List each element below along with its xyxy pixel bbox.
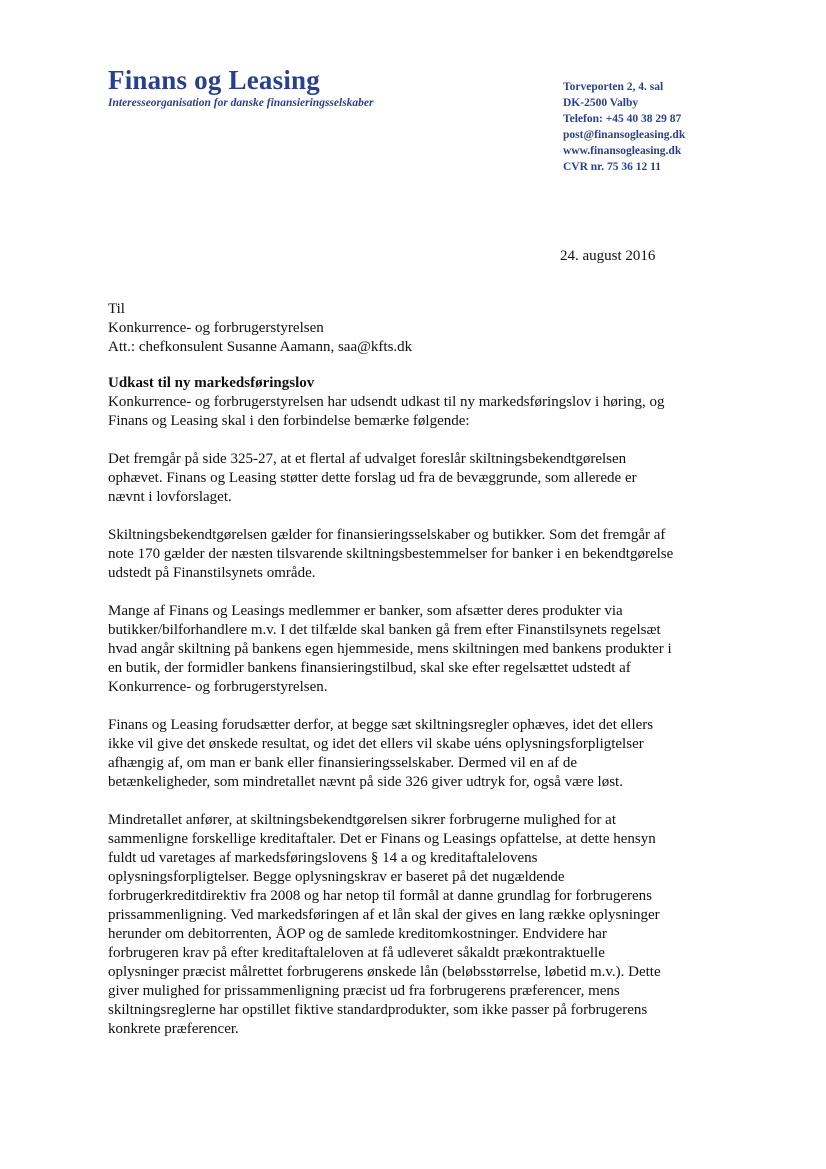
paragraph-line: butikker/bilforhandlere m.v. I det tilfælde skal banken gå frem efter Finanstilsynets regelsæt (108, 622, 661, 638)
body-paragraph (108, 811, 708, 1039)
paragraph-line: Konkurrence- og forbrugerstyrelsen har udsendt udkast til ny markedsføringslov i høring, og (108, 394, 665, 410)
letter-subject: Udkast til ny markedsføringslov (108, 375, 315, 391)
paragraph-line: skiltningsreglerne har opstillet fiktive standardprodukter, som ikke passer på forbrugerens (108, 1002, 648, 1018)
paragraph-line: note 170 gælder der næsten tilsvarende skiltningsbestemmelser for banker i en bekendtgørelse (108, 546, 674, 562)
paragraph-line: afhængig af, om man er bank eller finansieringsselskaber. Dermed vil en af de (108, 755, 578, 771)
paragraph-line: sammenligne forskellige kreditaftaler. Det er Finans og Leasings opfattelse, at dette hensyn (108, 831, 656, 847)
paragraph-line: Skiltningsbekendtgørelsen gælder for finansieringsselskaber og butikker. Som det fremgår af (108, 527, 666, 543)
paragraph-line: en butik, der formidler bankens finansieringstilbud, skal ske efter regelsættet udstedt af (108, 660, 631, 676)
address-line: post@finansogleasing.dk (563, 129, 686, 141)
letter-body (108, 374, 708, 1058)
paragraph-line: ophævet. Finans og Leasing støtter dette forslag ud fra de bevæggrunde, som allerede er (108, 470, 637, 486)
paragraph-line: forbrugerkreditdirektiv fra 2008 og har netop til formål at danne grundlag for forbrugerens (108, 888, 652, 904)
paragraph-line: herunder om debitorrenten, ÅOP og de samlede kreditomkostninger. Endvidere har (108, 926, 607, 942)
body-paragraph (108, 602, 708, 697)
paragraph-line: Finans og Leasing forudsætter derfor, at begge sæt skiltningsregler ophæves, idet det ellers (108, 717, 654, 733)
address-line: www.finansogleasing.dk (563, 145, 682, 157)
paragraph-line: giver mulighed for prissammenligning præcist ud fra forbrugerens præferencer, mens (108, 983, 620, 999)
organization-tagline: Interesseorganisation for danske finansieringsselskaber (108, 97, 374, 109)
paragraph-line: oplysninger præcist målrettet forbrugerens ønskede lån (beløbsstørrelse, løbetid m.v.). Dette (108, 964, 661, 980)
paragraph-line: Konkurrence- og forbrugerstyrelsen. (108, 679, 328, 695)
address-line: Torveporten 2, 4. sal (563, 81, 664, 93)
paragraph-line: Mindretallet anfører, at skiltningsbekendtgørelsen sikrer forbrugerne mulighed for at (108, 812, 616, 828)
paragraph-line: nævnt i lovforslaget. (108, 489, 232, 505)
letter-date: 24. august 2016 (560, 248, 656, 264)
paragraph-line: udstedt på Finanstilsynets område. (108, 565, 316, 581)
paragraph-line: betænkeligheder, som mindretallet nævnt på side 326 giver udtryk for, også være løst. (108, 774, 623, 790)
body-paragraph (108, 716, 708, 792)
paragraph-line: oplysningsforpligtelser. Begge oplysningskrav er baseret på det nugældende (108, 869, 565, 885)
paragraph-line: konkrete præferencer. (108, 1021, 239, 1037)
body-paragraph (108, 393, 708, 431)
paragraph-container (108, 393, 708, 1039)
paragraph-line: fuldt ud varetages af markedsføringslovens § 14 a og kreditaftalelovens (108, 850, 538, 866)
address-line: DK-2500 Valby (563, 97, 639, 109)
paragraph-line: ikke vil give det ønskede resultat, og idet det ellers vil skabe uéns oplysningsforpligtelser (108, 736, 644, 752)
paragraph-line: Finans og Leasing skal i den forbindelse bemærke følgende: (108, 413, 470, 429)
paragraph-line: forbrugeren krav på efter kreditaftaleloven at få udleveret såkaldt prækontraktuelle (108, 945, 605, 961)
sender-address-block (563, 79, 685, 175)
organization-name: Finans og Leasing (108, 65, 320, 95)
recipient-line: Til (108, 301, 125, 317)
paragraph-line: Det fremgår på side 325-27, at et flertal af udvalget foreslår skiltningsbekendtgørelsen (108, 451, 627, 467)
paragraph-line: prissammenligning. Ved markedsføringen af et lån skal der gives en lang række oplysninger (108, 907, 660, 923)
address-line: Telefon: +45 40 38 29 87 (563, 113, 682, 125)
paragraph-line: hvad angår skiltning på bankens egen hjemmeside, mens skiltningen med bankens produkter i (108, 641, 672, 657)
body-paragraph (108, 526, 708, 583)
recipient-line: Konkurrence- og forbrugerstyrelsen (108, 320, 324, 336)
body-paragraph (108, 450, 708, 507)
paragraph-line: Mange af Finans og Leasings medlemmer er banker, som afsætter deres produkter via (108, 603, 623, 619)
recipient-block (108, 300, 412, 357)
address-line: CVR nr. 75 36 12 11 (563, 161, 661, 173)
recipient-line: Att.: chefkonsulent Susanne Aamann, saa@kfts.dk (108, 339, 413, 355)
